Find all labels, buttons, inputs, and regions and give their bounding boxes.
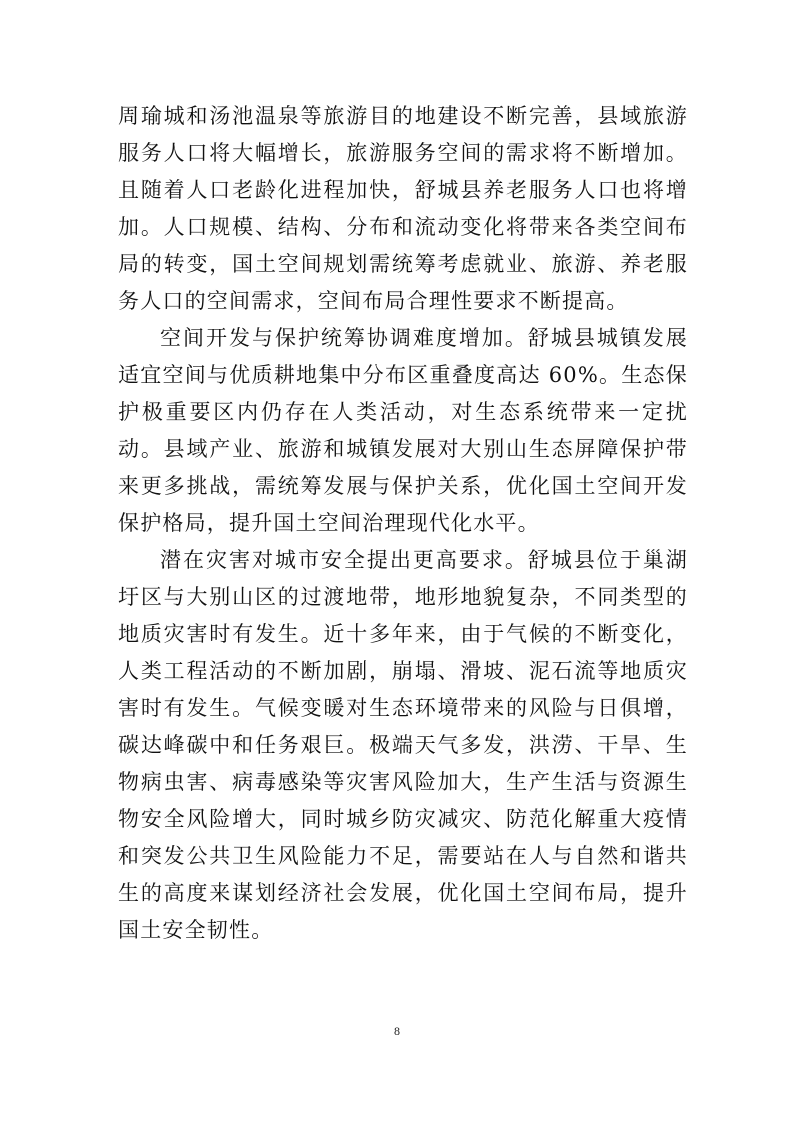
paragraph-continuation (118, 98, 688, 320)
paragraph-text: 周瑜城和汤池温泉等旅游目的地建设不断完善，县域旅游服务人口将大幅增长，旅游服务空间的需求将不断增加。且随着人口老龄化进程加快，舒城县养老服务人口也将增加。人口规模、结构、分布和流动变化将带来各类空间布局的转变，国土空间规划需统筹考虑就业、旅游、养老服务人口的空间需求，空间布局合理性要求不断提高。 (118, 104, 688, 313)
paragraph-text: 舒城县位于巢湖圩区与大别山区的过渡地带，地形地貌复杂，不同类型的地质灾害时有发生。近十多年来，由于气候的不断变化，人类工程活动的不断加剧，崩塌、滑坡、泥石流等地质灾害时有发生。气候变暖对生态环境带来的风险与日俱增，碳达峰碳中和任务艰巨。极端天气多发，洪涝、干旱、生物病虫害、病毒感染等灾害风险加大，生产生活与资源生物安全风险增大，同时城乡防灾减灾、防范化解重大疫情和突发公共卫生风险能力不足，需要站在人与自然和谐共生的高度来谋划经济社会发展，优化国土空间布局，提升国土安全韧性。 (118, 548, 689, 942)
paragraph-text: 舒城县城镇发展适宜空间与优质耕地集中分布区重叠度高达 60%。生态保护极重要区内仍存在人类活动，对生态系统带来一定扰动。县域产业、旅游和城镇发展对大别山生态屏障保护带来更多挑战，需统筹发展与保护关系，优化国土空间开发保护格局，提升国土空间治理现代化水平。 (118, 326, 689, 535)
paragraph-lead: 潜在灾害对城市安全提出更高要求。 (160, 548, 528, 572)
page-number: 8 (394, 1024, 400, 1038)
paragraph-disaster-risk (118, 542, 688, 949)
body-text (118, 98, 688, 949)
paragraph-space-development (118, 320, 688, 542)
paragraph-lead: 空间开发与保护统筹协调难度增加。 (160, 326, 528, 350)
